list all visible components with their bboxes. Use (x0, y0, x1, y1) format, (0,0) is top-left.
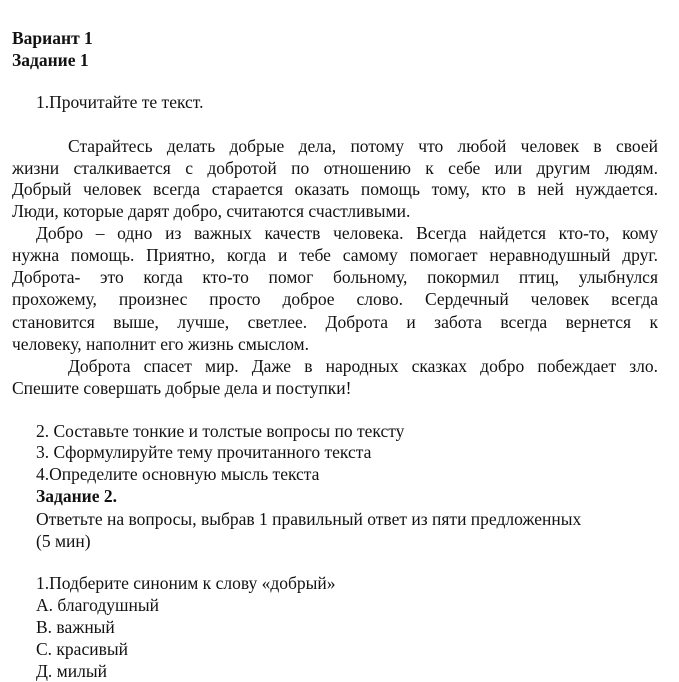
text-line: Добро – одно из важных качеств человека. Всегда найдется кто-то, кому (36, 223, 658, 243)
text-line: Спешите совершать добрые дела и поступки! (12, 378, 352, 398)
answer-option-c: С. красивый (36, 639, 128, 659)
task2-time: (5 мин) (36, 531, 91, 551)
task1-step3: 3. Сформулируйте тему прочитанного текста (36, 442, 372, 462)
variant-heading: Вариант 1 (12, 28, 93, 48)
text-line: Люди, которые дарят добро, считаются счастливыми. (12, 201, 411, 221)
task1-step4: 4.Определите основную мысль текста (36, 464, 320, 484)
text-line: Старайтесь делать добрые дела, потому что любой человек в своей (68, 136, 658, 156)
answer-option-b: В. важный (36, 617, 115, 637)
text-line: Добрый человек всегда старается оказать помощь тому, кто в ней нуждается. (12, 179, 658, 199)
task1-step2: 2. Составьте тонкие и толстые вопросы по тексту (36, 421, 405, 441)
text-line: прохожему, произнес просто доброе слово. Сердечный человек всегда (12, 289, 658, 309)
answer-option-a: А. благодушный (36, 595, 159, 615)
answer-option-d: Д. милый (36, 661, 107, 681)
task2-instruction: Ответьте на вопросы, выбрав 1 правильный ответ из пяти предложенных (36, 509, 582, 529)
text-line: становится выше, лучше, светлее. Доброта и забота всегда вернется к (12, 312, 658, 332)
text-line: жизни сталкивается с добротой по отношению к себе или другим людям. (12, 158, 658, 178)
text-line: Доброта- это когда кто-то помог больному, покормил птиц, улыбнулся (12, 267, 658, 287)
text-line: человеку, наполнит его жизнь смыслом. (12, 334, 309, 354)
question-1: 1.Подберите синоним к слову «добрый» (36, 573, 336, 593)
text-line: Доброта спасет мир. Даже в народных сказках добро побеждает зло. (68, 356, 658, 376)
task1-step1: 1.Прочитайте те текст. (36, 92, 204, 112)
text-line: нужна помощь. Приятно, когда и тебе самому помогает неравнодушный друг. (12, 245, 658, 265)
task1-heading: Задание 1 (12, 50, 89, 70)
task2-heading: Задание 2. (36, 486, 118, 506)
